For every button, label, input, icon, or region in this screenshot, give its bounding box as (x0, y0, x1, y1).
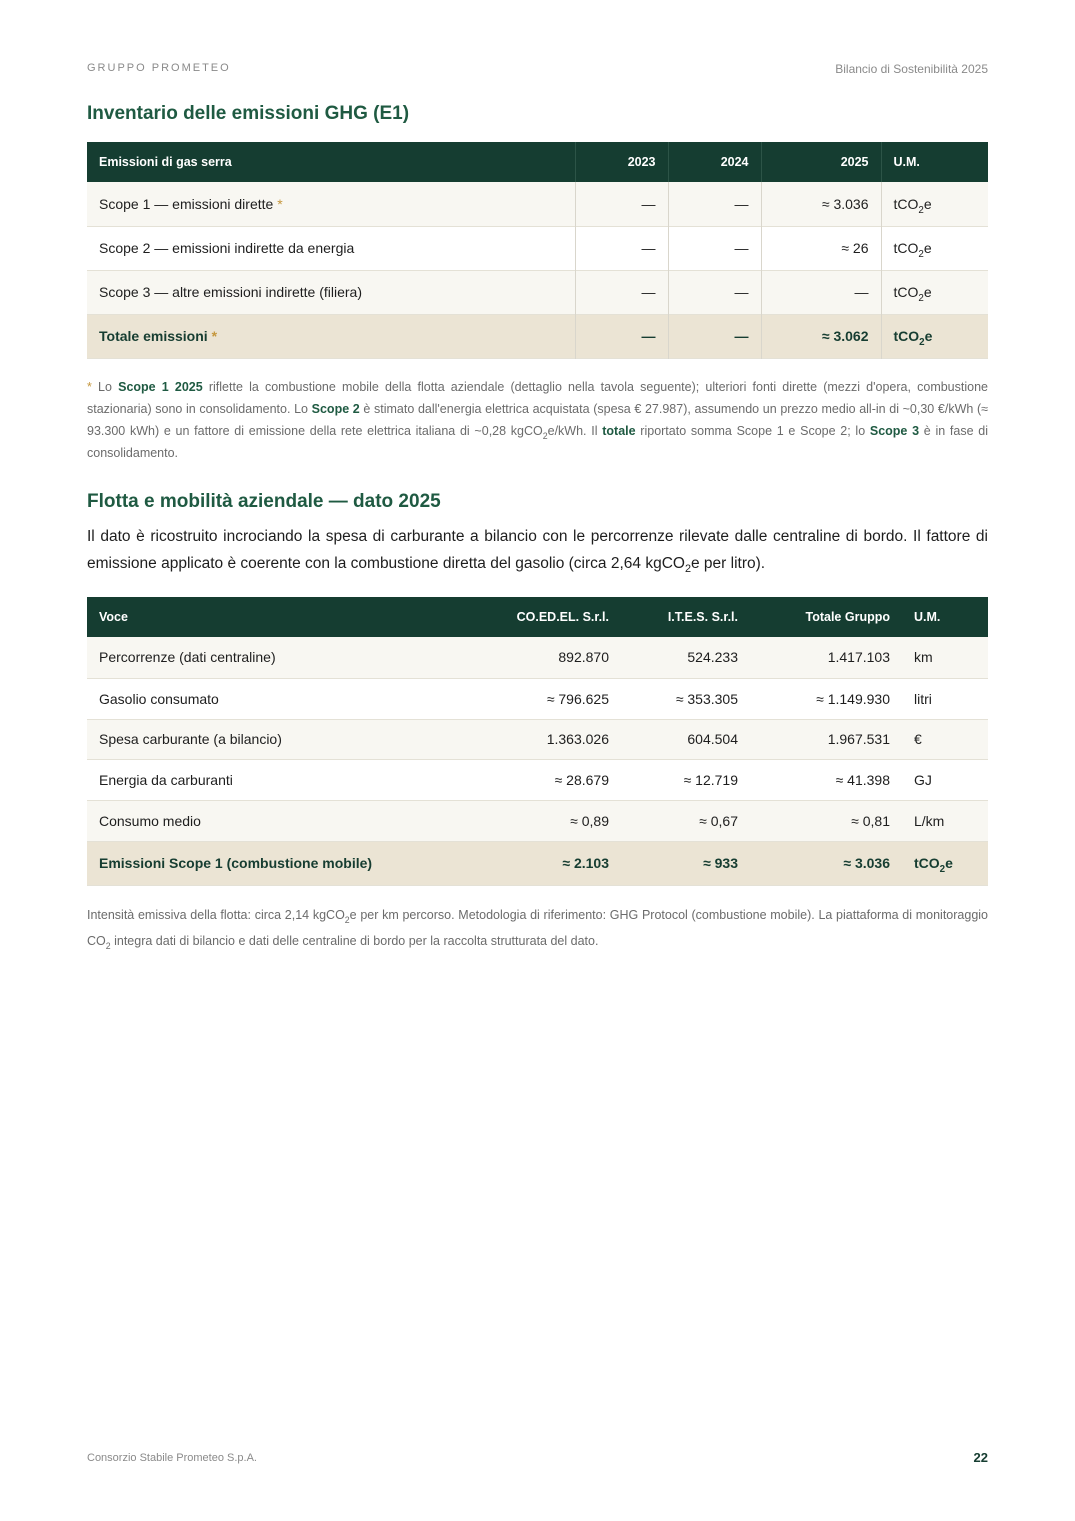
cell-ites: 604.504 (687, 731, 738, 747)
ghg-emissions-table (87, 142, 988, 359)
table-row (87, 678, 988, 719)
cell-2023: — (575, 270, 668, 314)
cell-2023: — (575, 314, 668, 358)
table-row (87, 270, 988, 314)
header-brand: GRUPPO PROMETEO (87, 62, 231, 74)
column-header: 2023 (575, 142, 668, 182)
column-header: 2024 (668, 142, 761, 182)
table-row (87, 182, 988, 226)
row-label: Spesa carburante (a bilancio) (99, 731, 282, 747)
table-row (87, 759, 988, 800)
running-header (87, 62, 988, 78)
cell-total: ≈ 41.398 (835, 771, 890, 788)
table-header-row (87, 597, 988, 637)
ghg-section-title: Inventario delle emissioni GHG (E1) (87, 103, 410, 124)
table-row (87, 226, 988, 270)
fleet-table (87, 597, 988, 886)
row-label: Scope 1 — emissioni dirette * (87, 182, 575, 226)
column-header: 2025 (761, 142, 881, 182)
cell-2025: ≈ 3.062 (761, 314, 881, 358)
cell-ites: ≈ 353.305 (675, 690, 738, 707)
cell-unit: tCO$_2$e (914, 855, 953, 875)
table-row (87, 719, 988, 759)
cell-total: ≈ 1.149.930 (816, 690, 890, 707)
cell-ites: ≈ 12.719 (683, 771, 738, 788)
cell-coedel: ≈ 0,89 (570, 812, 609, 829)
cell-total: 1.967.531 (827, 731, 890, 747)
fleet-footnote: Intensità emissiva della flotta: circa 2,14 kgCO$_2$e per km percorso. Metodologia di riferimento: GHG Protocol (combustione mobile). La piattaforma di monitoraggio $CO_2$ integra dati di bilancio e dati delle centraline di bordo per la raccolta strutturata del dato. (87, 908, 988, 951)
row-label: Consumo medio (99, 812, 201, 829)
row-label: Emissioni Scope 1 (combustione mobile) (99, 855, 373, 871)
cell-2023: — (575, 226, 668, 270)
cell-2024: — (668, 226, 761, 270)
cell-unit: tCO$_2$e (893, 328, 933, 348)
cell-total: ≈ 3.036 (843, 855, 890, 871)
cell-ites: 524.233 (687, 649, 738, 666)
row-label: Totale emissioni * (87, 314, 575, 358)
cell-2023: — (575, 182, 668, 226)
cell-2025: — (761, 270, 881, 314)
cell-unit: tCO$_2$e (893, 284, 932, 304)
cell-coedel: ≈ 796.625 (546, 690, 609, 707)
row-label: Scope 2 — emissioni indirette da energia (87, 226, 575, 270)
column-header: CO.ED.EL. S.r.l. (516, 610, 609, 624)
cell-unit: € (914, 731, 922, 747)
fleet-intro-paragraph: Il dato è ricostruito incrociando la spesa di carburante a bilancio con le percorrenze rilevate dalle centraline di bordo. Il fattore di emissione applicato è coerente con la combustione diretta del gasolio (circa 2,64 kgCO$_2$e per litro). (87, 528, 988, 575)
column-header: U.M. (914, 610, 941, 624)
cell-total: ≈ 0,81 (851, 812, 890, 829)
cell-ites: ≈ 0,67 (699, 812, 738, 829)
footer-company: Consorzio Stabile Prometeo S.p.A. (87, 1452, 257, 1464)
cell-2024: — (668, 182, 761, 226)
footnote-asterisk: * (277, 195, 283, 212)
footnote-asterisk: * (211, 328, 218, 344)
row-label: Energia da carburanti (99, 771, 233, 788)
cell-2024: — (668, 270, 761, 314)
fleet-section-title: Flotta e mobilità aziendale — dato 2025 (87, 491, 441, 512)
table-row (87, 800, 988, 841)
row-label: Scope 3 — altre emissioni indirette (filiera) (87, 270, 575, 314)
header-report-title: Bilancio di Sostenibilità 2025 (835, 62, 988, 76)
column-header: U.M. (893, 155, 920, 169)
cell-ites: ≈ 933 (703, 855, 738, 871)
page-number: 22 (973, 1450, 988, 1465)
cell-coedel: ≈ 28.679 (554, 771, 609, 788)
column-header: I.T.E.S. S.r.l. (667, 610, 738, 624)
cell-coedel: 1.363.026 (546, 731, 609, 747)
row-label: Percorrenze (dati centraline) (99, 649, 276, 666)
cell-2025: ≈ 26 (761, 226, 881, 270)
cell-unit: km (914, 649, 933, 666)
cell-unit: L/km (914, 812, 945, 829)
table-header-row (87, 142, 988, 182)
cell-coedel: ≈ 2.103 (562, 855, 609, 871)
cell-unit: litri (914, 690, 932, 707)
cell-2025: ≈ 3.036 (761, 182, 881, 226)
column-header: Totale Gruppo (805, 610, 890, 624)
ghg-footnote: * Lo Scope 1 2025 riflette la combustione mobile della flotta aziendale (dettaglio nella tavola seguente); ulteriori fonti dirette (mezzi d'opera, combustione stazionaria) sono in consolidamento. Lo Scope 2 è stimato dall'energia elettrica acquistata (spesa € 27.987), assumendo un prezzo medio all-in di ~0,30 €/kWh (≈ 93.300 kWh) e un fattore di emissione della rete elettrica italiana di ~0,28 kgCO$_2$e/kWh. Il totale riportato somma Scope 1 e Scope 2; lo Scope 3 è in fase di consolidamento. (87, 380, 989, 460)
cell-unit: tCO$_2$e (893, 195, 932, 216)
cell-unit: GJ (914, 771, 932, 788)
cell-unit: tCO$_2$e (893, 240, 932, 260)
cell-coedel: 892.870 (558, 649, 609, 666)
cell-total: 1.417.103 (827, 649, 890, 666)
column-header: Voce (99, 610, 128, 624)
cell-2024: — (668, 314, 761, 358)
table-total-row (87, 314, 988, 358)
table-total-row (87, 841, 988, 885)
table-row (87, 637, 988, 678)
row-label: Gasolio consumato (99, 690, 219, 707)
column-header: Emissioni di gas serra (87, 142, 575, 182)
